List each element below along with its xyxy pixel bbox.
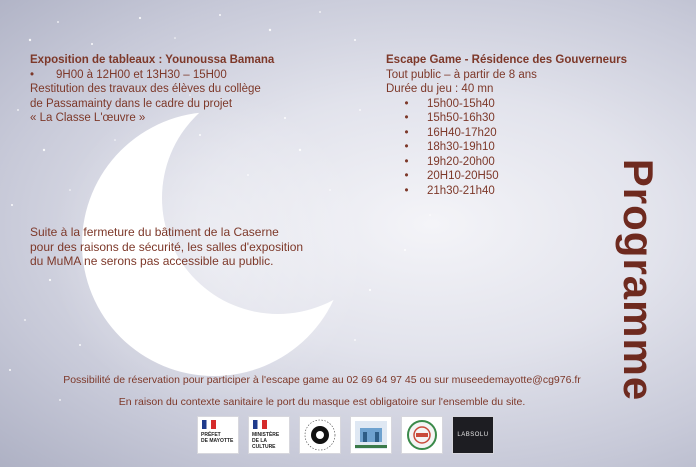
exhibition-line: « La Classe L'œuvre » xyxy=(30,112,146,124)
logo-caption: DE LA CULTURE xyxy=(252,438,276,450)
prefet-mayotte-logo xyxy=(197,416,239,454)
closure-line: du MuMA ne serons pas accessible au public. xyxy=(30,254,274,268)
bullet-marker: • xyxy=(404,170,409,182)
circular-seal-icon xyxy=(402,417,442,453)
exhibition-hours-item xyxy=(30,68,320,83)
exhibition-line: Restitution des travaux des élèves du collège xyxy=(30,83,261,95)
exhibition-section xyxy=(30,53,320,126)
escape-game-audience: Tout public – à partir de 8 ans xyxy=(386,68,537,81)
reservation-note: Possibilité de réservation pour participer à l'escape game au 02 69 64 97 45 ou sur museedemayotte@cg976.fr xyxy=(63,374,581,386)
bullet-marker: • xyxy=(30,68,35,81)
session-time: 19h20-20h00 xyxy=(427,155,495,168)
session-time: 21h30-21h40 xyxy=(427,184,495,197)
session-time: 18h30-19h10 xyxy=(427,141,495,153)
session-time: 20H10-20H50 xyxy=(427,170,499,182)
bullet-marker: • xyxy=(404,184,409,197)
bullet-marker: • xyxy=(404,126,409,139)
bullet-marker: • xyxy=(404,97,409,110)
bullet-marker: • xyxy=(404,112,409,124)
programme-heading xyxy=(604,150,672,410)
partner-logos xyxy=(197,416,494,454)
exhibition-title: Exposition de tableaux : Younoussa Bamana xyxy=(30,54,275,66)
session-time-item xyxy=(386,111,646,126)
bullet-marker: • xyxy=(404,155,409,168)
french-flag-icon xyxy=(202,420,216,429)
closure-notice xyxy=(30,225,320,269)
museum-building-icon xyxy=(351,417,391,453)
museum-building-logo xyxy=(350,416,392,454)
closure-line: pour des raisons de sécurité, les salles d'exposition xyxy=(30,239,304,254)
session-time-item xyxy=(386,97,646,112)
bullet-marker: • xyxy=(404,141,409,153)
french-flag-icon xyxy=(253,420,267,429)
circular-seal-logo xyxy=(401,416,443,454)
logo-caption: PRÉFET xyxy=(201,432,221,438)
logo-caption: DE MAYOTTE xyxy=(201,438,234,444)
programme-title: Programme xyxy=(615,158,662,402)
closure-line: Suite à la fermeture du bâtiment de la Caserne xyxy=(30,225,279,239)
labsolu-wordmark: LABSOLU xyxy=(457,432,489,438)
classe-emblem-icon xyxy=(300,417,340,453)
session-time: 15h50-16h30 xyxy=(427,112,495,124)
exhibition-line: de Passamainty dans le cadre du projet xyxy=(30,97,233,110)
labsolu-logo xyxy=(452,416,494,454)
logo-caption: MINISTÈRE xyxy=(252,432,280,438)
ministere-culture-logo xyxy=(248,416,290,454)
mask-notice: En raison du contexte sanitaire le port du masque est obligatoire sur l'ensemble du site. xyxy=(118,396,526,408)
session-time: 15h00-15h40 xyxy=(427,97,495,110)
la-classe-loeuvre-logo xyxy=(299,416,341,454)
escape-game-duration: Durée du jeu : 40 mn xyxy=(386,83,494,95)
exhibition-hours: 9H00 à 12H00 et 13H30 – 15H00 xyxy=(56,68,227,81)
session-time-item xyxy=(386,126,646,141)
escape-game-title: Escape Game - Résidence des Gouverneurs xyxy=(386,54,627,66)
session-time: 16H40-17h20 xyxy=(427,126,497,139)
